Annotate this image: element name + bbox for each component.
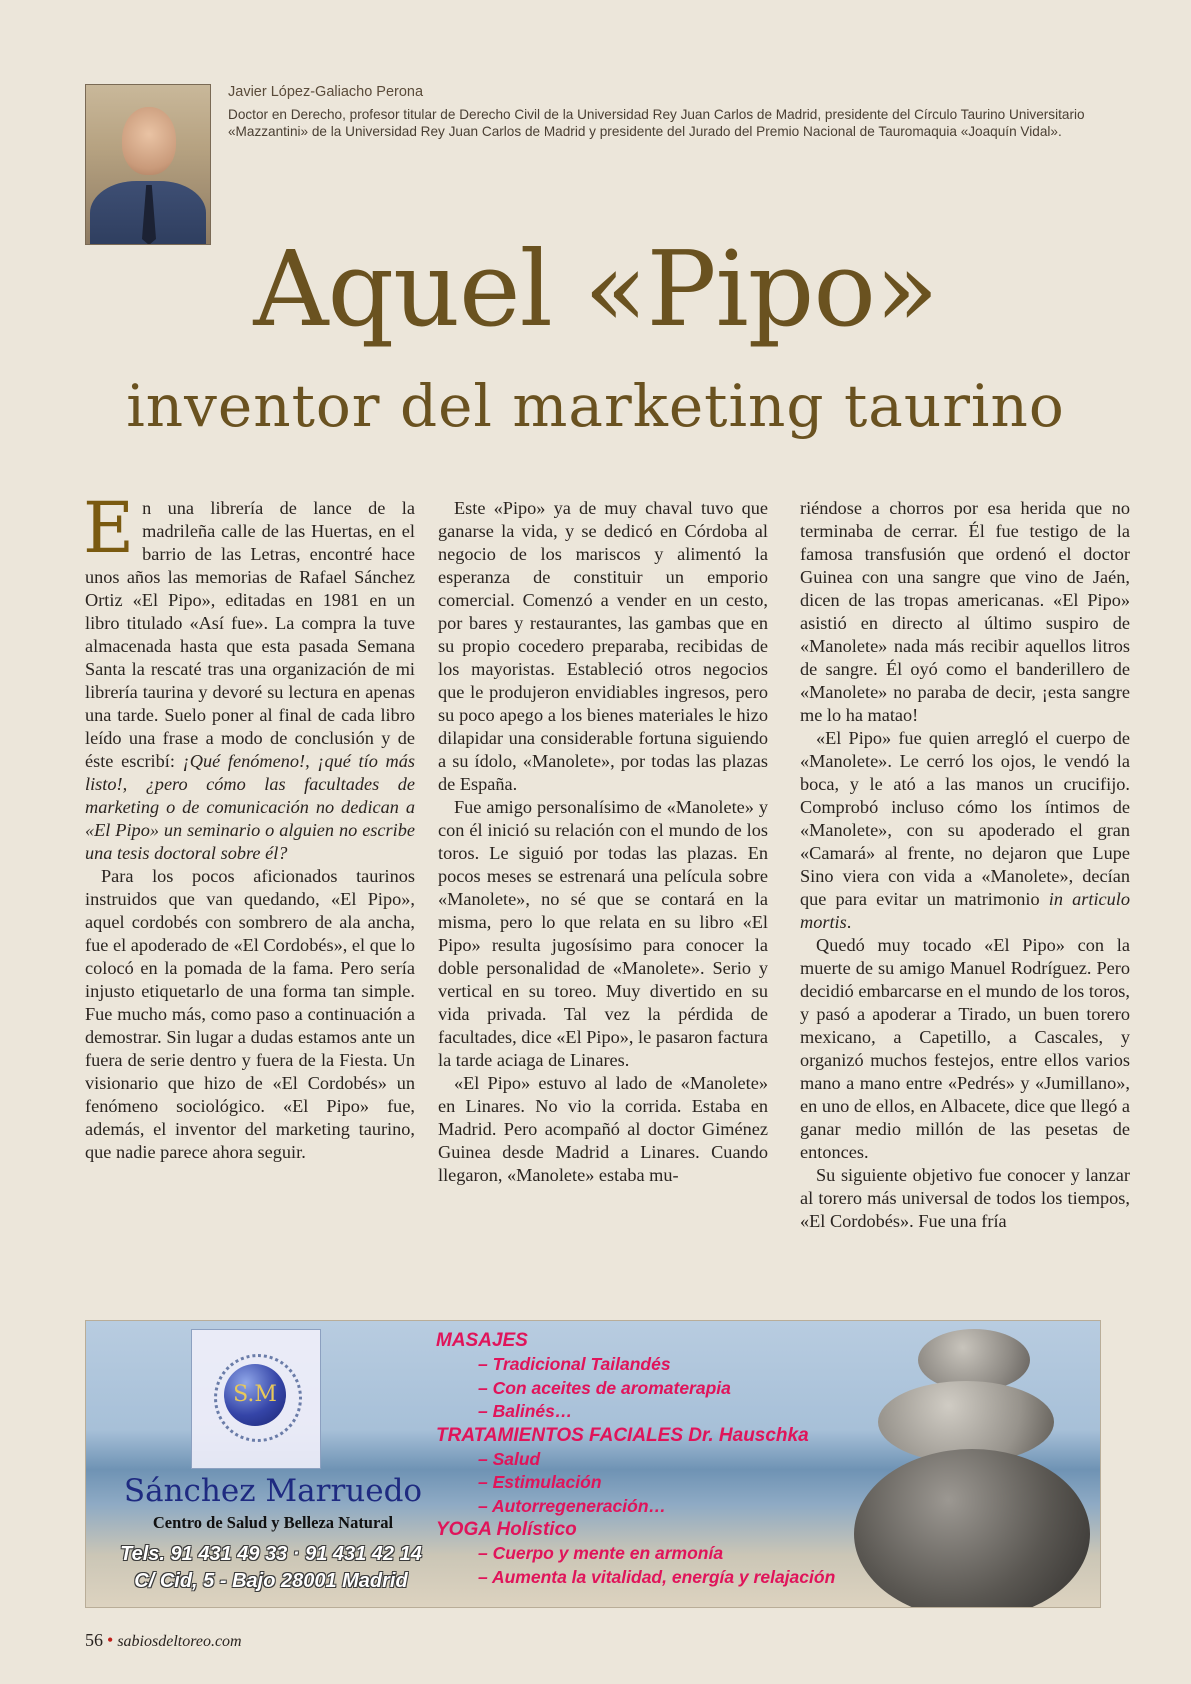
drop-cap: E	[83, 487, 135, 569]
article-column-2	[438, 497, 768, 1187]
brand-logo	[191, 1329, 321, 1469]
bullet-icon: •	[107, 1630, 114, 1650]
service-item: – Balinés…	[478, 1401, 573, 1421]
paragraph: «El Pipo» estuvo al lado de «Manolete» en Linares. No vio la corrida. Estaba en Madrid. Pero acompañó al doctor Giménez Guinea desde Madrid a Linares. Cuando llegaron, «Manolete» estaba mu-	[438, 1073, 768, 1185]
paragraph: Este «Pipo» ya de muy chaval tuvo que ganarse la vida, y se dedicó en Córdoba al negocio de los mariscos y alimentó la esperanza de constituir un emporio comercial. Comenzó a vender en un cesto, por bares y restaurantes, las gambas que en su propio cocedero preparaba, recibidas de los mayoristas. Estableció otros negocios que le produjeron envidiables ingresos, pero su poco apego a los bienes materiales le hizo dilapidar una considerable fortuna siguiendo a su ídolo, «Manolete», por todas las plazas de España.	[438, 498, 768, 794]
service-heading: TRATAMIENTOS FACIALES Dr. Hauschka	[436, 1424, 809, 1446]
page-footer	[85, 1630, 242, 1651]
service-heading: YOGA Holístico	[436, 1519, 577, 1540]
service-item: – Autorregeneración…	[478, 1495, 667, 1516]
service-item: – Cuerpo y mente en armonía	[478, 1543, 724, 1563]
paragraph: Quedó muy tocado «El Pipo» con la muerte de su amigo Manuel Rodríguez. Pero decidió embarcarse en el mundo de los toros, y pasó a apoderar a Tirado, un buen torero mexicano, a Capetillo, a Cascales, y organizó muchos festejos, entre ellos varios mano a mano entre «Pedrés» y «Jumillano», en uno de ellos, en Albacete, dice que llegó a ganar medio millón de las pesetas de entonces.	[800, 935, 1130, 1162]
author-photo	[85, 84, 211, 245]
author-name: Javier López-Galiacho Perona	[228, 84, 424, 100]
service-item: – Tradicional Tailandés	[478, 1354, 671, 1374]
paragraph: Fue amigo personalísimo de «Manolete» y con él inició su relación con el mundo de los toros. Le siguió por todas las plazas. En pocos meses se estrenará una película sobre «Manolete», no sé que se contará en la misma, pero lo que relata en su libro «El Pipo» resulta jugosísimo para conocer la doble personalidad de «Manolete». Serio y vertical en su toreo. Muy divertido en su vida privada. Tal vez la pérdida de facultades, dice «El Pipo», le pasaron factura la tarde aciaga de Linares.	[438, 797, 768, 1070]
stacked-stones-image	[860, 1321, 1100, 1607]
logo-sphere: S.M	[224, 1364, 286, 1426]
paragraph: Para los pocos aficionados taurinos instruidos que van quedando, «El Pipo», aquel cordobés con sombrero de ala ancha, fue el apoderado de «El Cordobés», el que lo colocó en la pomada de la fama. Pero sería injusto etiquetarlo de una forma tan simple. Fue mucho más, como paso a continuación a demostrar. Sin lugar a dudas estamos ante un fuera de serie dentro y fuera de la Fiesta. Un visionario que hizo de «El Cordobés» un fenómeno sociológico. «El Pipo» fue, además, el inventor del marketing taurino, que nadie parece ahora seguir.	[85, 866, 415, 1162]
stone-bottom	[854, 1449, 1090, 1608]
article-column-1	[83, 487, 415, 1164]
paragraph-text: «El Pipo» fue quien arregló el cuerpo de «Manolete». Le cerró los ojos, le vendó la boca, y le ató a las manos un crucifijo. Comprobó incluso cómo los íntimos de «Manolete», con su apoderado el gran «Camará» al frente, no dejaron que Lupe Sino viera con vida a «Manolete», decían que para evitar un matrimonio	[800, 728, 1130, 909]
article-subtitle: inventor del marketing taurino	[126, 372, 1065, 440]
service-item: – Aumenta la vitalidad, energía y relajación	[478, 1566, 836, 1587]
paragraph: riéndose a chorros por esa herida que no terminaba de cerrar. Él fue testigo de la famosa transfusión que ordenó el doctor Guinea con una sangre que vino de Jaén, dicen de las tropas americanas. «El Pipo» asistió en directo al último suspiro de «Manolete» nada más recibir aquellos litros de sangre. Él oyó como el banderillero de «Manolete» no paraba de decir, ¡esta sangre me lo ha matao!	[800, 498, 1130, 725]
service-item: – Con aceites de aromaterapia	[478, 1377, 731, 1398]
article-title: Aquel «Pipo»	[253, 228, 938, 350]
paragraph-text: n una librería de lance de la madrileña calle de las Huertas, en el barrio de las Letras, encontré hace unos años las memorias de Rafael Sánchez Ortiz «El Pipo», editadas en 1981 en un libro titulado «Así fue». La compra la tuve almacenada hasta que esta pasada Semana Santa la rescaté tras una organización de mi librería taurina y devoré su lectura en apenas una tarde. Suelo poner al final de cada libro leído una frase a modo de conclusión y de éste escribí:	[85, 498, 415, 771]
brand-name: Sánchez Marruedo	[123, 1473, 423, 1509]
service-heading: MASAJES	[436, 1330, 528, 1351]
paragraph: Su siguiente objetivo fue conocer y lanzar al torero más universal de todos los tiempos, «El Cordobés». Fue una fría	[800, 1165, 1130, 1231]
brand-subtitle: Centro de Salud y Belleza Natural	[152, 1513, 394, 1532]
page-number: 56	[85, 1630, 103, 1650]
service-item: – Salud	[478, 1448, 541, 1469]
author-bio: Doctor en Derecho, profesor titular de Derecho Civil de la Universidad Rey Juan Carlos de Madrid, presidente del Círculo Taurino Universitario «Mazzantini» de la Universidad Rey Juan Carlos de Madrid y presidente del Jurado del Premio Nacional de Tauromaquia «Joaquín Vidal».	[228, 107, 1085, 139]
advertisement[interactable]	[85, 1320, 1101, 1608]
photo-face	[122, 107, 176, 175]
italic-quote: ¡Qué fenómeno!, ¡qué tío más listo!, ¿pero cómo las facultades de marketing o de comunicación no dedican a «El Pipo» un seminario o alguien no escribe una tesis doctoral sobre él?	[85, 751, 415, 863]
website-link[interactable]: sabiosdeltoreo.com	[117, 1633, 242, 1650]
italic-phrase: in articulo mortis	[800, 889, 1130, 932]
paragraph	[83, 487, 415, 865]
service-item: – Estimulación	[478, 1472, 602, 1492]
paragraph	[800, 727, 1130, 934]
paragraph-end: .	[846, 912, 852, 932]
phone-numbers: Tels. 91 431 49 33 · 91 431 42 14	[120, 1543, 422, 1565]
address: C/ Cid, 5 - Bajo 28001 Madrid	[134, 1570, 408, 1592]
article-column-3	[800, 497, 1130, 1233]
